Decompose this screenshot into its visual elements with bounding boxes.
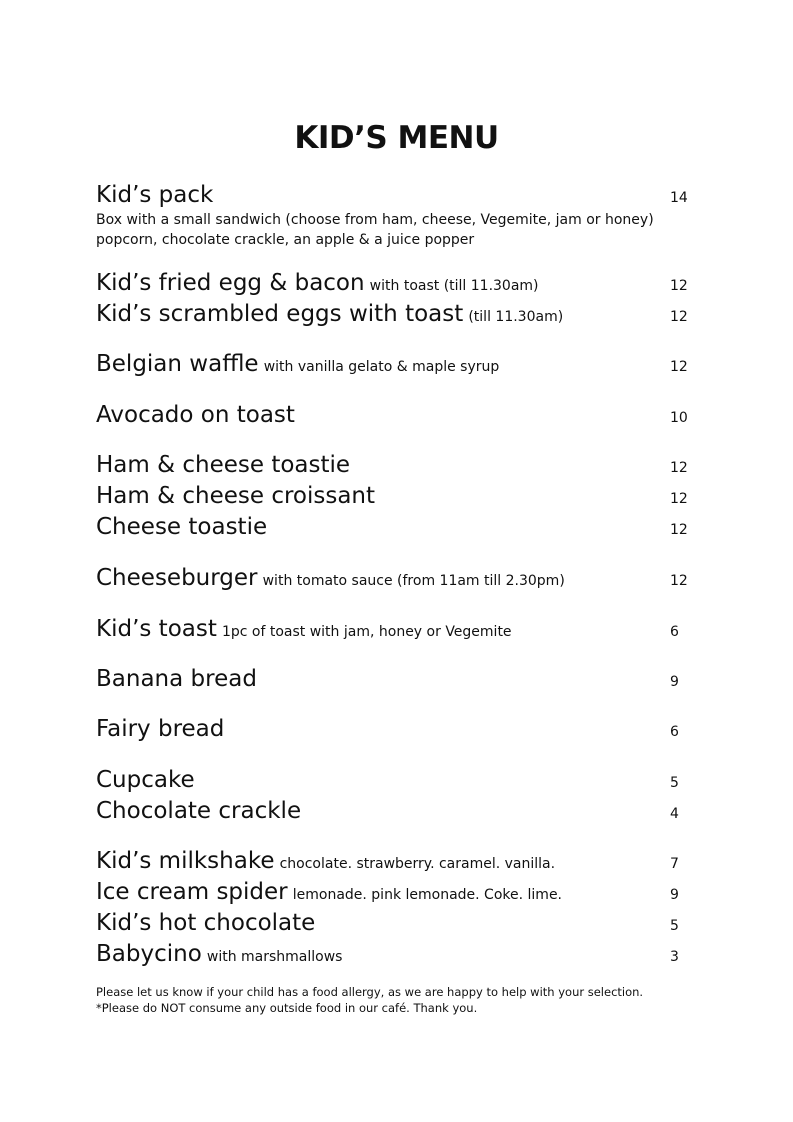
menu-item (96, 481, 696, 511)
menu-item (96, 268, 696, 298)
menu-item-price: 5 (670, 918, 679, 934)
footer-notes (96, 984, 736, 1016)
menu-item-name: Kid’s toast (96, 616, 217, 642)
menu-item-note: with toast (till 11.30am) (369, 278, 539, 294)
menu-item (96, 939, 696, 969)
menu-item-price: 10 (670, 410, 688, 426)
menu-item (96, 765, 696, 795)
menu-item (96, 846, 696, 876)
menu-item-name: Fairy bread (96, 716, 225, 742)
page-title: KID’S MENU (294, 120, 499, 156)
menu-item-note: lemonade. pink lemonade. Coke. lime. (292, 887, 563, 903)
menu-item-heading (96, 400, 295, 430)
menu-item-line (96, 450, 696, 480)
menu-item (96, 714, 696, 744)
menu-item-name: Cupcake (96, 767, 195, 793)
menu-item-line (96, 349, 696, 379)
outside-food-note: *Please do NOT consume any outside food in our café. Thank you. (96, 1001, 478, 1015)
menu-item-heading (96, 349, 499, 379)
menu-item-price: 5 (670, 775, 679, 791)
menu-item-heading (96, 939, 342, 969)
menu-item-heading (96, 563, 565, 593)
menu-item-line (96, 512, 696, 542)
menu-item-line (96, 268, 696, 298)
menu-item (96, 400, 696, 430)
menu-item-line (96, 664, 696, 694)
menu-item-price: 14 (670, 190, 688, 206)
menu-item-heading (96, 664, 257, 694)
menu-item-note: (till 11.30am) (468, 309, 564, 325)
menu-item-price: 12 (670, 491, 688, 507)
menu-item-price: 12 (670, 460, 688, 476)
menu-item-line (96, 180, 696, 210)
menu-item-price: 12 (670, 573, 688, 589)
menu-item-line (96, 714, 696, 744)
menu-item-heading (96, 765, 195, 795)
menu-item-name: Ham & cheese croissant (96, 483, 376, 509)
menu-item-price: 6 (670, 724, 679, 740)
menu-item-price: 6 (670, 624, 679, 640)
menu-item-line (96, 299, 696, 329)
menu-item-price: 4 (670, 806, 679, 822)
menu-item-heading (96, 908, 315, 938)
menu-item (96, 180, 696, 250)
menu-item-heading (96, 512, 267, 542)
menu-item-name: Cheeseburger (96, 565, 258, 591)
menu-item-line (96, 563, 696, 593)
menu-item-heading (96, 450, 350, 480)
menu-item (96, 349, 696, 379)
menu-item-heading (96, 180, 213, 210)
menu-item-price: 7 (670, 856, 679, 872)
menu-item-price: 12 (670, 359, 688, 375)
menu-item-line (96, 400, 696, 430)
menu-item-note: with marshmallows (206, 949, 343, 965)
menu-item-note: chocolate. strawberry. caramel. vanilla. (279, 856, 556, 872)
allergy-note: Please let us know if your child has a food allergy, as we are happy to help with your selection. (96, 985, 644, 999)
menu-item-name: Kid’s fried egg & bacon (96, 270, 365, 296)
menu-item (96, 877, 696, 907)
menu-item-heading (96, 481, 375, 511)
menu-item-description: popcorn, chocolate crackle, an apple & a juice popper (96, 232, 475, 248)
menu-item (96, 563, 696, 593)
menu-item-price: 12 (670, 278, 688, 294)
menu-item-heading (96, 877, 562, 907)
menu-item-name: Cheese toastie (96, 514, 268, 540)
menu-item-heading (96, 299, 563, 329)
menu-item-heading (96, 846, 555, 876)
menu-item-line (96, 846, 696, 876)
menu-item (96, 614, 696, 644)
menu-item (96, 512, 696, 542)
menu-item-note: with vanilla gelato & maple syrup (263, 359, 500, 375)
menu-item-name: Kid’s scrambled eggs with toast (96, 301, 464, 327)
menu-item-line (96, 481, 696, 511)
menu-item-name: Avocado on toast (96, 402, 295, 428)
menu-item (96, 450, 696, 480)
menu-item-heading (96, 796, 301, 826)
menu-item-name: Chocolate crackle (96, 798, 302, 824)
menu-item-price: 9 (670, 887, 679, 903)
menu-item-line (96, 877, 696, 907)
menu-item-note: with tomato sauce (from 11am till 2.30pm) (262, 573, 565, 589)
menu-item-heading (96, 614, 512, 644)
menu-item-line (96, 939, 696, 969)
menu-item (96, 796, 696, 826)
menu-item-name: Banana bread (96, 666, 257, 692)
menu-item-name: Ice cream spider (96, 879, 288, 905)
menu-item (96, 664, 696, 694)
menu-item-price: 12 (670, 522, 688, 538)
menu-item (96, 908, 696, 938)
menu-item-heading (96, 714, 224, 744)
menu-item-name: Kid’s pack (96, 182, 214, 208)
menu-item-line (96, 908, 696, 938)
menu-item-description: Box with a small sandwich (choose from ham, cheese, Vegemite, jam or honey) (96, 212, 654, 228)
menu-item-name: Babycino (96, 941, 202, 967)
menu-item-name: Belgian waffle (96, 351, 259, 377)
menu-item-name: Kid’s hot chocolate (96, 910, 316, 936)
menu-item-line (96, 765, 696, 795)
menu-item-name: Kid’s milkshake (96, 848, 275, 874)
menu-item-heading (96, 268, 539, 298)
menu-item-note: 1pc of toast with jam, honey or Vegemite (221, 624, 512, 640)
menu-item-price: 9 (670, 674, 679, 690)
menu-item-price: 12 (670, 309, 688, 325)
menu-item-line (96, 796, 696, 826)
menu-item-line (96, 614, 696, 644)
menu-item-price: 3 (670, 949, 679, 965)
menu-item-name: Ham & cheese toastie (96, 452, 351, 478)
menu-item (96, 299, 696, 329)
